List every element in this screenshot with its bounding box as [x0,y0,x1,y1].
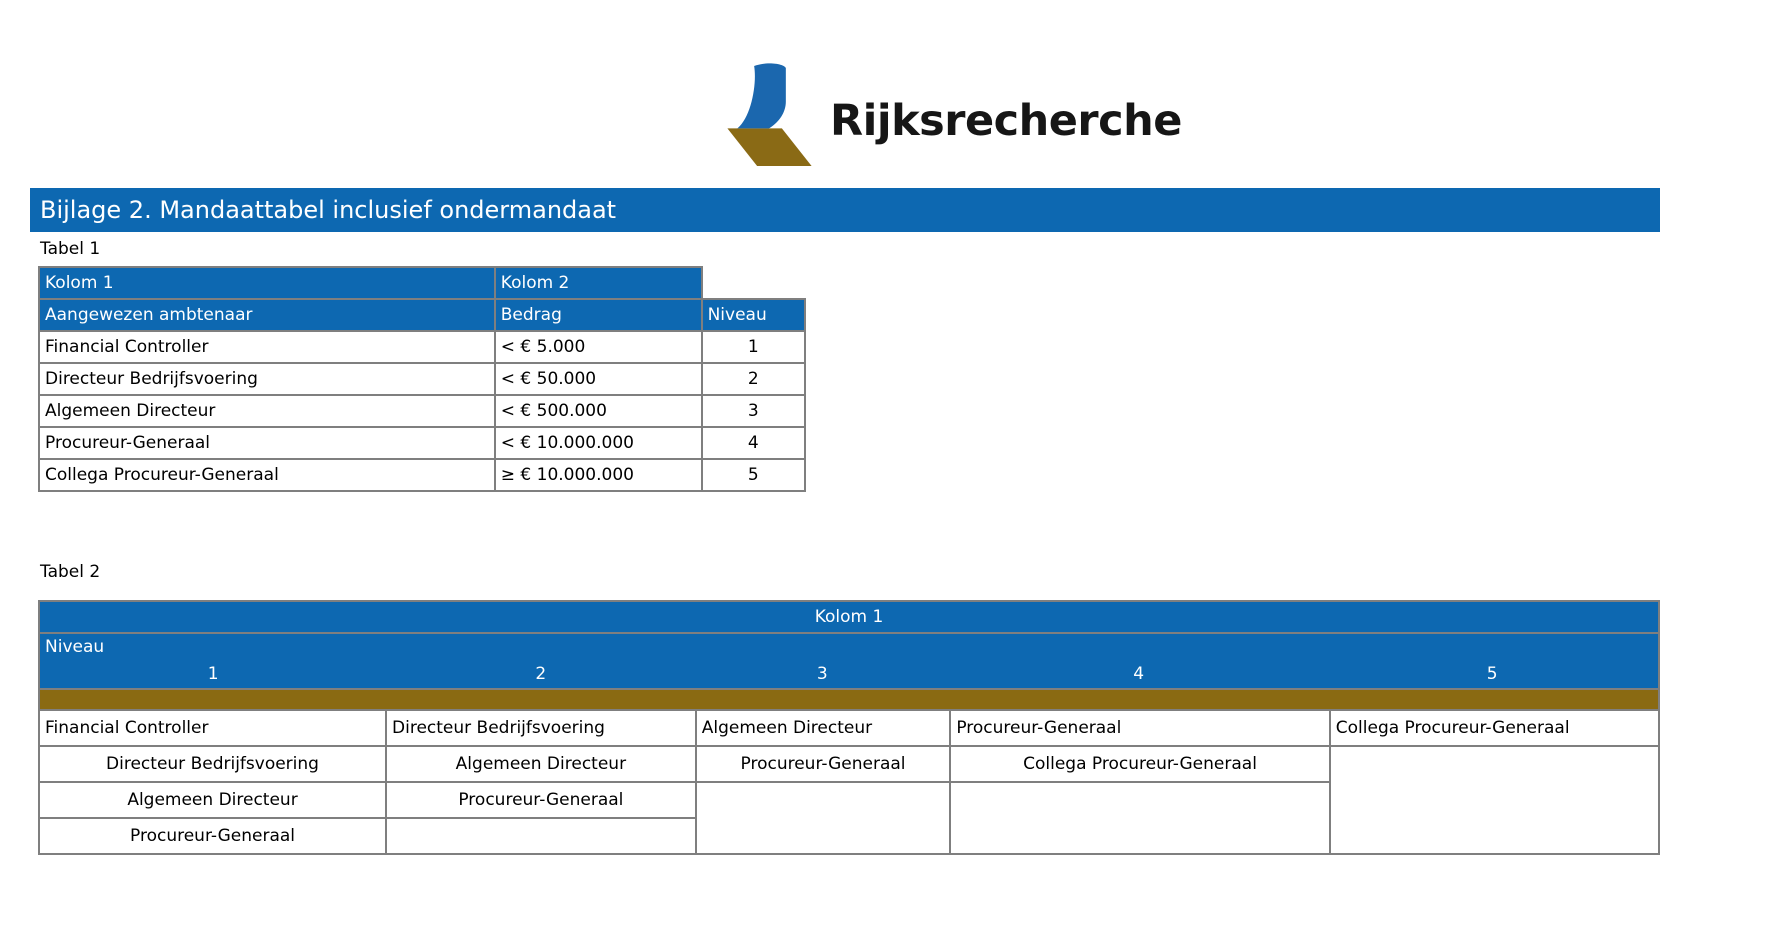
table1-cell-ambtenaar: Financial Controller [39,331,495,363]
table1-group-header-row [39,267,805,299]
table2-cell: Procureur-Generaal [39,818,386,854]
table1-cell-bedrag: < € 5.000 [495,331,702,363]
table2-cell-empty [386,818,696,854]
table1-cell-ambtenaar: Algemeen Directeur [39,395,495,427]
table2-cell: Directeur Bedrijfsvoering [386,710,696,746]
niveau-level-4: 4 [1133,664,1145,684]
table1-cell-ambtenaar: Procureur-Generaal [39,427,495,459]
table1-header-aangewezen-ambtenaar: Aangewezen ambtenaar [39,299,495,331]
niveau-level-5: 5 [1486,664,1498,684]
header-spacer [702,267,805,299]
table1-cell-bedrag: < € 500.000 [495,395,702,427]
table2-cell: Procureur-Generaal [950,710,1329,746]
table1-label: Tabel 1 [40,239,101,259]
table1-cell-bedrag: ≥ € 10.000.000 [495,459,702,491]
niveau-level-2: 2 [535,664,547,684]
table2-cell-empty [696,782,951,854]
table2-niveau-header [39,633,1659,689]
table1-row [39,395,805,427]
table2-cell: Algemeen Directeur [696,710,951,746]
table2-label: Tabel 2 [40,562,101,582]
title-banner [30,188,1660,232]
table1-cell-niveau: 1 [702,331,805,363]
gold-divider-row [39,689,1659,710]
table2-cell: Algemeen Directeur [386,746,696,782]
table2-niveau-header-row [39,633,1659,689]
rijksrecherche-logo-icon [724,62,814,166]
table2-cell: Collega Procureur-Generaal [950,746,1329,782]
table1-cell-ambtenaar: Collega Procureur-Generaal [39,459,495,491]
table1-header-row [39,299,805,331]
rijksrecherche-logo [724,62,1182,166]
table1-cell-niveau: 5 [702,459,805,491]
niveau-label: Niveau [45,637,105,657]
table1-cell-bedrag: < € 10.000.000 [495,427,702,459]
table2-row [39,746,1659,782]
table1-cell-niveau: 2 [702,363,805,395]
table1-cell-bedrag: < € 50.000 [495,363,702,395]
table1 [38,266,806,492]
table2 [38,600,1660,855]
niveau-level-3: 3 [816,664,828,684]
column-group-header-kolom2: Kolom 2 [495,267,702,299]
table2-cell: Procureur-Generaal [696,746,951,782]
gold-divider [39,689,1659,710]
table2-cell: Algemeen Directeur [39,782,386,818]
niveau-level-1: 1 [207,664,219,684]
table1-header-bedrag: Bedrag [495,299,702,331]
table2-group-header-kolom1: Kolom 1 [39,601,1659,633]
table2-group-header-row [39,601,1659,633]
table2-cell-empty [950,782,1329,854]
table1-row [39,459,805,491]
table2-cell: Procureur-Generaal [386,782,696,818]
table2-cell: Collega Procureur-Generaal [1330,710,1659,746]
table2-cell: Financial Controller [39,710,386,746]
table1-cell-niveau: 3 [702,395,805,427]
table1-header-niveau: Niveau [702,299,805,331]
table1-cell-ambtenaar: Directeur Bedrijfsvoering [39,363,495,395]
logo-text: Rijksrecherche [830,96,1182,146]
table1-cell-niveau: 4 [702,427,805,459]
table2-cell-empty [1330,746,1659,854]
page-title: Bijlage 2. Mandaattabel inclusief ondermandaat [40,196,617,224]
column-group-header-kolom1: Kolom 1 [39,267,495,299]
table2-row [39,710,1659,746]
table2-cell: Directeur Bedrijfsvoering [39,746,386,782]
table1-row [39,427,805,459]
table1-row [39,363,805,395]
table1-row [39,331,805,363]
